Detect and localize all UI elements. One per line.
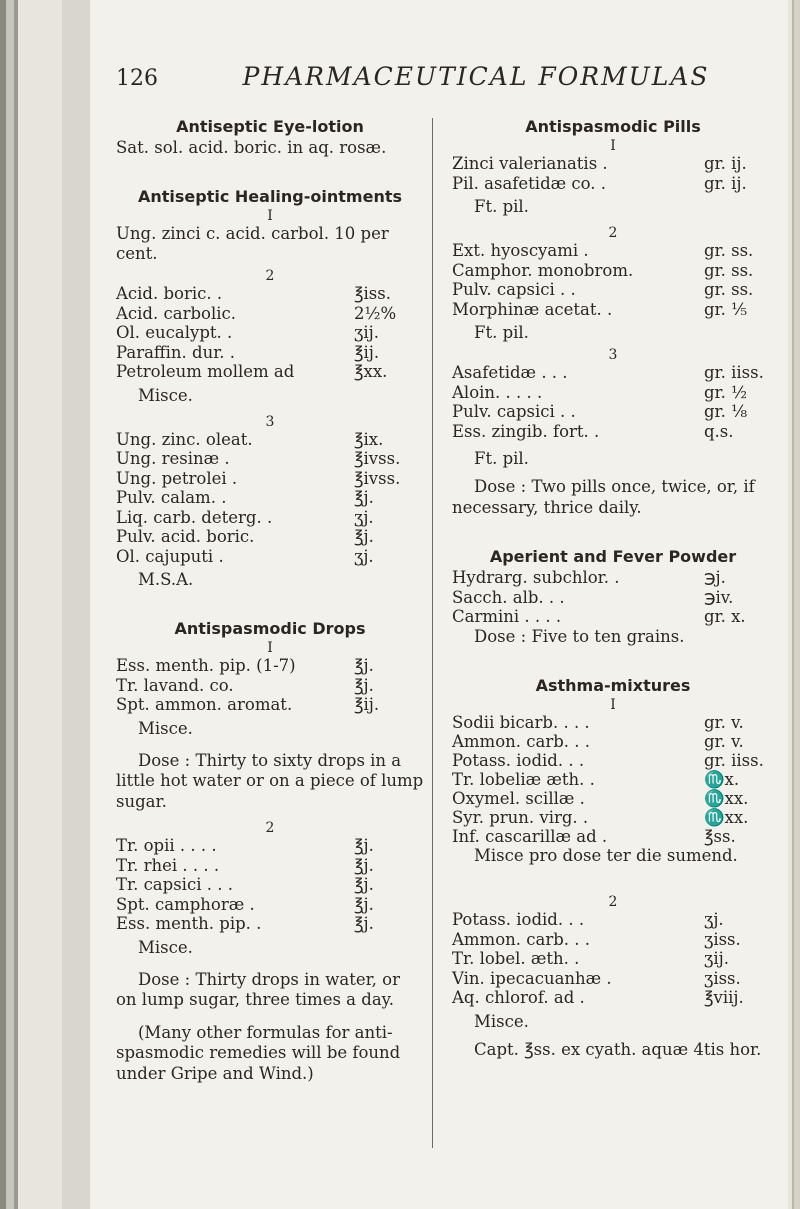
section-heading: Antispasmodic Pills — [525, 117, 701, 136]
ingredient-row — [452, 300, 774, 320]
ingredient-row — [116, 695, 424, 715]
ingredient-dose: gr. ss. — [704, 241, 754, 260]
ingredient-dose: ℥j. — [354, 855, 374, 875]
ingredient-dose: ℥j. — [354, 675, 374, 695]
ingredient-name: Aq. chlorof. ad . — [452, 988, 585, 1007]
ingredient-dose: ℥viij. — [704, 988, 744, 1007]
ingredient-row — [452, 988, 774, 1008]
ingredient-name: Ext. hyoscyami . — [452, 241, 589, 260]
ingredient-dose: gr. ss. — [704, 260, 754, 280]
column-divider — [432, 118, 433, 1148]
section-heading: Antiseptic Eye-lotion — [176, 117, 364, 136]
ingredient-name: Tr. rhei . . . . — [116, 855, 220, 875]
ingredient-row — [116, 430, 424, 450]
ingredient-list — [452, 363, 774, 441]
section-heading: Aperient and Fever Powder — [489, 547, 737, 566]
ingredient-dose: ℥xx. — [354, 362, 388, 381]
ingredient-dose: ʒj. — [354, 507, 374, 527]
ingredient-row — [452, 261, 774, 281]
ingredient-name: Tr. capsici . . . — [116, 875, 233, 894]
ingredient-dose: ʒiss. — [704, 968, 741, 988]
ingredient-name: Pulv. acid. boric. — [116, 527, 255, 546]
ingredient-dose: gr. v. — [704, 713, 744, 732]
ingredient-row — [116, 856, 424, 876]
ingredient-name: Ung. petrolei . — [116, 468, 238, 488]
ingredient-dose: gr. ⅕ — [704, 299, 748, 319]
ingredient-dose: ℥j. — [354, 914, 374, 933]
ingredient-dose: ℥ij. — [354, 695, 380, 714]
dose-instructions: Dose : Thirty drops in water, or on lump sugar, three times a day. — [116, 969, 400, 1009]
ingredient-dose: ℥ss. — [704, 827, 736, 846]
ingredient-name: Oxymel. scillæ . — [452, 789, 585, 808]
ingredient-name: Tr. lobeliæ æth. . — [452, 770, 595, 789]
formula-number: I — [610, 138, 616, 154]
ingredient-dose: ℥j. — [354, 656, 374, 675]
ingredient-row — [116, 362, 424, 382]
ingredient-dose: 2½% — [354, 303, 397, 323]
ingredient-dose: gr. x. — [704, 607, 746, 626]
ingredient-dose: ℥j. — [354, 527, 374, 546]
ingredient-row — [452, 588, 774, 608]
dose-instructions: Capt. ℥ss. ex cyath. aquæ 4tis hor. — [474, 1039, 762, 1059]
ingredient-row — [452, 402, 774, 422]
ingredient-row — [116, 527, 424, 547]
ingredient-dose: ʒj. — [354, 546, 374, 566]
ingredient-row — [452, 241, 774, 261]
ingredient-name: Ol. cajuputi . — [116, 546, 224, 566]
ingredient-name: Camphor. monobrom. — [452, 260, 634, 280]
formula-number: 2 — [608, 225, 618, 241]
ft-pil-label: Ft. pil. — [474, 449, 529, 468]
ingredient-name: Tr. lobel. æth. . — [452, 949, 580, 968]
section-heading: Antiseptic Healing-ointments — [137, 187, 402, 206]
ingredient-dose: ℥ij. — [354, 342, 380, 362]
dose-instructions: Dose : Two pills once, twice, or, if necessary, thrice daily. — [452, 477, 755, 517]
ingredient-list — [452, 154, 774, 193]
formula-number: 3 — [608, 347, 618, 363]
page-edge — [788, 0, 800, 1209]
ingredient-name: Potass. iodid. . . — [452, 751, 585, 770]
ingredient-row — [452, 949, 774, 969]
ingredient-dose: ℈iv. — [704, 587, 734, 607]
ingredient-name: Spt. ammon. aromat. — [116, 695, 293, 714]
ingredient-list — [452, 910, 774, 1008]
ingredient-name: Ess. zingib. fort. . — [452, 421, 600, 441]
formula-text: Ung. zinci c. acid. carbol. 10 per cent. — [116, 224, 389, 263]
ingredient-row — [116, 488, 424, 508]
ingredient-dose: ʒiss. — [704, 929, 741, 949]
ingredient-name: Vin. ipecacuanhæ . — [452, 968, 612, 988]
ingredient-list — [452, 241, 774, 319]
formula-number: 2 — [265, 268, 275, 284]
ingredient-row — [452, 280, 774, 300]
ingredient-row — [116, 656, 424, 676]
ingredient-name: Ammon. carb. . . — [452, 732, 591, 751]
misce-label: Misce. — [138, 385, 193, 405]
ingredient-name: Ess. menth. pip. . — [116, 914, 262, 933]
misce-label: Misce. — [138, 937, 193, 957]
formula-number: I — [267, 640, 273, 656]
ingredient-row — [116, 914, 424, 934]
ingredient-dose: gr. iiss. — [704, 363, 764, 382]
misce-label: Misce. — [138, 718, 193, 738]
ingredient-row — [116, 676, 424, 696]
ingredient-name: Hydrarg. subchlor. . — [452, 568, 620, 587]
ingredient-dose: gr. ij. — [704, 173, 747, 193]
ingredient-name: Ung. zinc. oleat. — [116, 429, 253, 449]
ingredient-row — [116, 875, 424, 895]
formula-text: Sat. sol. acid. boric. in aq. rosæ. — [116, 138, 387, 157]
ingredient-row — [452, 910, 774, 930]
ft-pil-label: Ft. pil. — [474, 197, 529, 216]
ingredient-dose: gr. iiss. — [704, 751, 764, 770]
ingredient-row — [452, 827, 774, 846]
formula-number: 2 — [265, 820, 275, 836]
formula-number: I — [610, 697, 616, 713]
ingredient-name: Carmini . . . . — [452, 607, 562, 626]
ingredient-row — [452, 174, 774, 194]
misce-label: Misce. — [474, 1011, 529, 1031]
ingredient-name: Ess. menth. pip. (1-7) — [116, 656, 296, 675]
ingredient-row — [452, 363, 774, 383]
ingredient-dose: ℥ivss. — [354, 468, 401, 488]
ingredient-name: Inf. cascarillæ ad . — [452, 827, 608, 846]
ingredient-name: Syr. prun. virg. . — [452, 808, 589, 827]
ingredient-list — [452, 568, 774, 627]
ingredient-row — [452, 607, 774, 627]
ingredient-dose: q.s. — [704, 421, 734, 441]
ingredient-row — [116, 449, 424, 469]
ingredient-dose: ♏xx. — [704, 808, 749, 827]
ingredient-name: Pulv. capsici . . — [452, 280, 576, 299]
ingredient-dose: ♏xx. — [704, 789, 749, 808]
section-heading: Antispasmodic Drops — [174, 619, 366, 638]
ingredient-row — [116, 895, 424, 915]
ingredient-row — [452, 422, 774, 442]
ingredient-dose: gr. v. — [704, 732, 744, 751]
ingredient-dose: ℥ivss. — [354, 449, 401, 468]
ingredient-row — [116, 304, 424, 324]
ingredient-row — [452, 808, 774, 827]
left-column — [116, 116, 424, 1084]
ingredient-name: Spt. camphoræ . — [116, 894, 255, 914]
ingredient-row — [116, 508, 424, 528]
ingredient-row — [116, 836, 424, 856]
ingredient-dose: ℥iss. — [354, 284, 391, 303]
ingredient-dose: ʒj. — [704, 910, 724, 929]
ingredient-name: Aloin. . . . . — [452, 382, 543, 402]
ingredient-row — [116, 323, 424, 343]
ingredient-row — [452, 713, 774, 732]
ingredient-row — [452, 732, 774, 751]
ingredient-list — [452, 713, 774, 846]
msa-label: M.S.A. — [138, 570, 194, 589]
ingredient-name: Ammon. carb. . . — [452, 929, 591, 949]
ingredient-name: Paraffin. dur. . — [116, 342, 236, 362]
ingredient-name: Sodii bicarb. . . . — [452, 713, 590, 732]
formula-number: 3 — [265, 413, 275, 430]
ingredient-dose: gr. ij. — [704, 154, 747, 173]
ingredient-row — [452, 930, 774, 950]
ft-pil-label: Ft. pil. — [474, 323, 529, 342]
ingredient-row — [452, 383, 774, 403]
ingredient-list — [116, 656, 424, 715]
ingredient-dose: ʒij. — [704, 949, 729, 968]
ingredient-name: Petroleum mollem ad — [116, 362, 295, 381]
ingredient-dose: ℥j. — [354, 875, 374, 894]
ingredient-name: Ol. eucalypt. . — [116, 323, 233, 342]
ingredient-dose: gr. ss. — [704, 280, 754, 299]
ingredient-row — [452, 568, 774, 588]
ingredient-name: Potass. iodid. . . — [452, 910, 585, 929]
ingredient-name: Morphinæ acetat. . — [452, 299, 613, 319]
ingredient-dose: ♏x. — [704, 770, 740, 789]
formula-number: I — [267, 208, 273, 224]
page-number: 126 — [116, 66, 158, 91]
ingredient-row — [116, 284, 424, 304]
dose-instructions: Dose : Thirty to sixty drops in a little hot water or on a piece of lump sugar. — [116, 750, 424, 811]
ingredient-name: Acid. boric. . — [116, 284, 223, 303]
ingredient-row — [116, 547, 424, 567]
ingredient-name: Pulv. calam. . — [116, 488, 227, 507]
ingredient-row — [116, 343, 424, 363]
ingredient-name: Zinci valerianatis . — [452, 154, 608, 173]
note-text: (Many other formulas for anti-spasmodic remedies will be found under Gripe and Wind.) — [116, 1022, 401, 1083]
ingredient-list — [116, 430, 424, 567]
ingredient-name: Sacch. alb. . . — [452, 587, 565, 607]
page-header — [116, 62, 756, 98]
ingredient-dose: ℥j. — [354, 488, 374, 507]
ingredient-name: Tr. lavand. co. — [116, 675, 234, 695]
ingredient-name: Asafetidæ . . . — [452, 363, 568, 382]
ingredient-row — [452, 154, 774, 174]
ingredient-name: Ung. resinæ . — [116, 449, 230, 468]
ingredient-row — [452, 789, 774, 808]
ingredient-dose: ʒij. — [354, 323, 379, 342]
running-title: PHARMACEUTICAL FORMULAS — [242, 62, 710, 91]
ingredient-dose: ℥j. — [354, 836, 374, 855]
ingredient-row — [116, 469, 424, 489]
book-gutter — [0, 0, 90, 1209]
ingredient-dose: gr. ½ — [704, 382, 748, 402]
ingredient-name: Liq. carb. deterg. . — [116, 507, 273, 527]
formula-number: 2 — [608, 894, 618, 910]
ingredient-row — [452, 770, 774, 789]
ingredient-name: Tr. opii . . . . — [116, 836, 217, 855]
ingredient-name: Pil. asafetidæ co. . — [452, 173, 607, 193]
ingredient-list — [116, 284, 424, 382]
ingredient-dose: gr. ⅛ — [704, 402, 748, 421]
section-heading: Asthma-mixtures — [535, 676, 691, 695]
misce-label: Misce pro dose ter die sumend. — [474, 846, 738, 865]
ingredient-name: Pulv. capsici . . — [452, 402, 576, 421]
ingredient-list — [116, 836, 424, 934]
ingredient-row — [452, 969, 774, 989]
dose-instructions: Dose : Five to ten grains. — [474, 626, 685, 646]
ingredient-dose: ℥ix. — [354, 429, 384, 449]
ingredient-dose: ℥j. — [354, 894, 374, 914]
ingredient-name: Acid. carbolic. — [116, 303, 236, 323]
right-column — [452, 116, 774, 1060]
ingredient-row — [452, 751, 774, 770]
ingredient-dose: ℈j. — [704, 568, 726, 587]
